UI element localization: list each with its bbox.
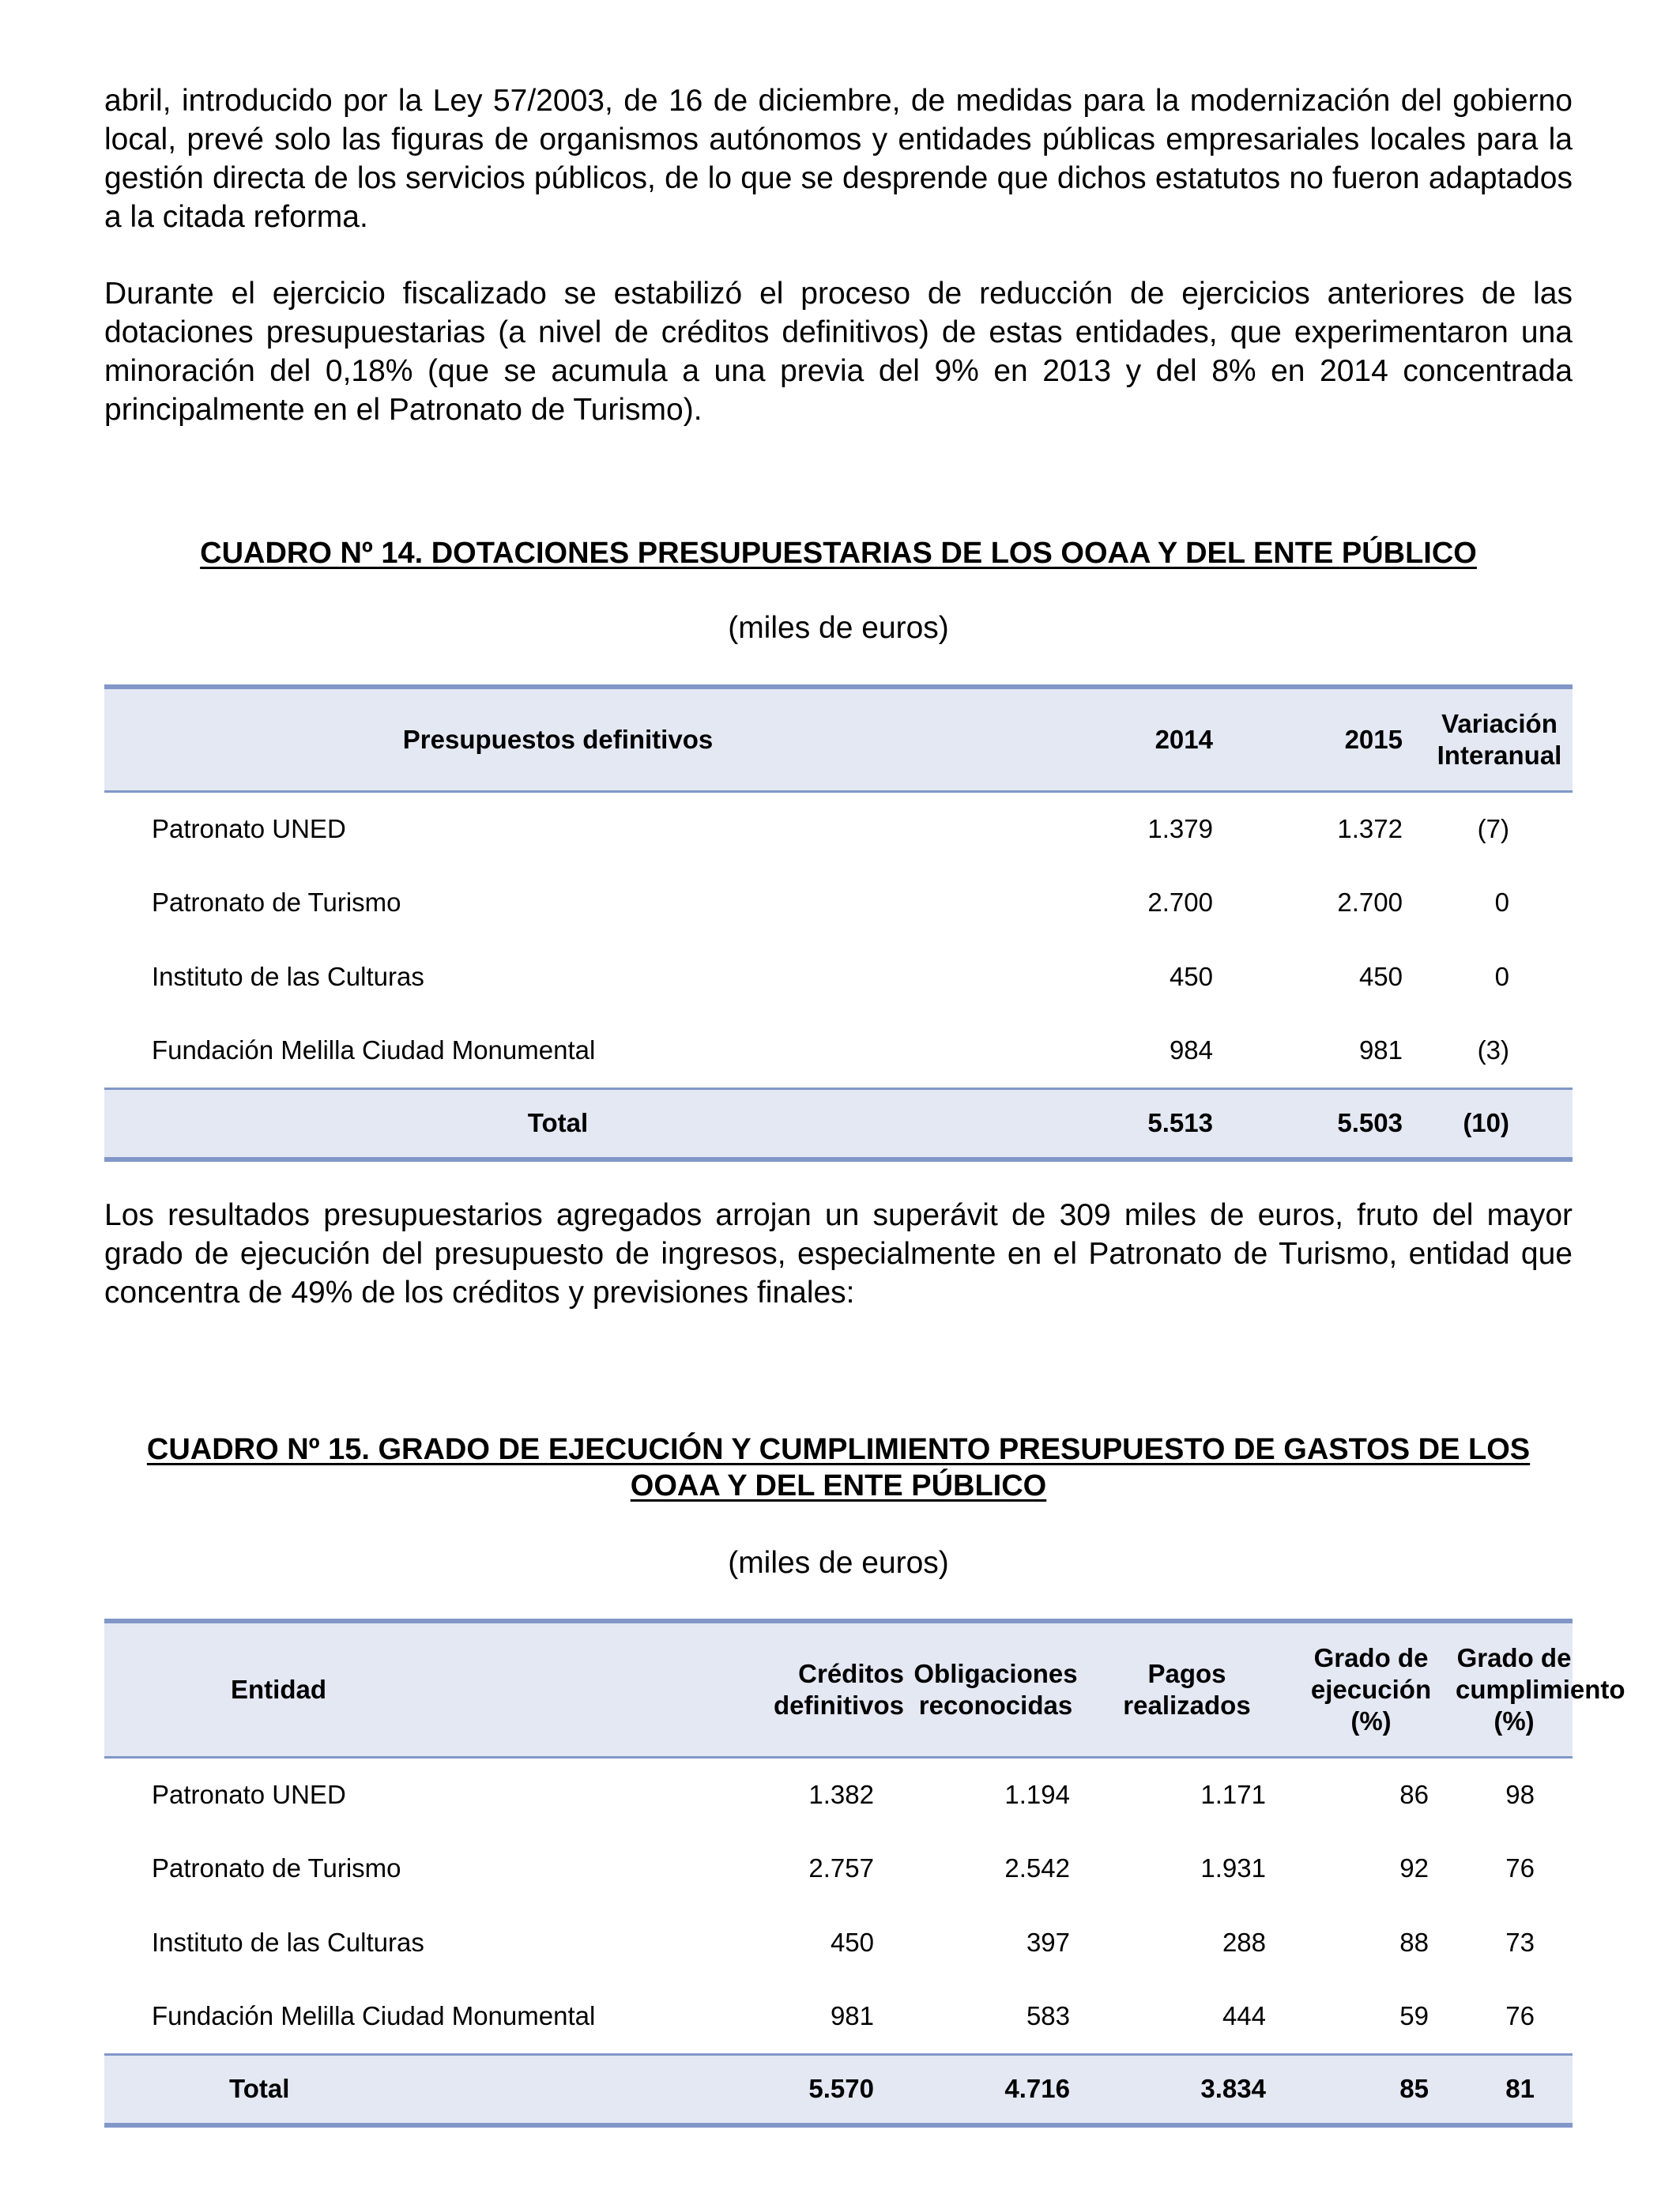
table15-header-obligations-line2: reconocidas <box>918 1690 1073 1720</box>
table15-cell-fulfillment: 76 <box>1505 1853 1535 1883</box>
table15-cell-obligations: 2.542 <box>1004 1853 1070 1883</box>
table14-cell-variation: 0 <box>1494 888 1509 917</box>
table15-title <box>104 1431 1573 1504</box>
paragraph-resultados: Los resultados presupuestarios agregados arrojan un superávit de 309 miles de euros, fruto del mayor grado de ejecución del presupuesto de ingresos, especialmente en el Patronato de Turismo, entidad que concentra de 49% de los créditos y previsiones finales: <box>104 1198 1573 1310</box>
table14-total-2014: 5.513 <box>1011 1088 1237 1159</box>
table15-total-payments: 3.834 <box>1087 2054 1286 2125</box>
table-row <box>104 1757 1573 1831</box>
table14-cell-2014: 2.700 <box>1147 888 1213 917</box>
table14-cell-2015: 450 <box>1358 962 1403 991</box>
table15-total-label: Total <box>104 2054 635 2125</box>
table15-cell-credits: 2.757 <box>808 1853 874 1883</box>
table15 <box>104 1619 1625 2128</box>
table14-header-variation-line1: Variación <box>1441 708 1558 738</box>
table15-header-entity: Entidad <box>104 1621 635 1757</box>
table14-cell-name: Patronato de Turismo <box>152 888 401 917</box>
table15-cell-fulfillment: 73 <box>1505 1928 1535 1957</box>
table14-cell-name: Patronato UNED <box>152 813 346 843</box>
table15-header-fulfillment-line2: cumplimiento <box>1456 1674 1625 1704</box>
table14-total-variation: (10) <box>1426 1088 1573 1159</box>
table15-header-fulfillment-line3: (%) <box>1494 1706 1535 1736</box>
table14-header-entity: Presupuestos definitivos <box>104 687 1011 791</box>
table15-cell-name: Instituto de las Culturas <box>152 1928 424 1957</box>
paragraph-dotaciones: Durante el ejercicio fiscalizado se estabilizó el proceso de reducción de ejercicios anteriores de las dotaciones presupuestarias (a nivel de créditos definitivos) de estas entidades, que experimentaron una minoración del 0,18% (que se acumula a una previa del 9% en 2013 y del 8% en 2014 concentrada principalmente en el Patronato de Turismo). <box>104 277 1573 427</box>
table-row <box>104 1014 1573 1088</box>
table14-cell-2015: 1.372 <box>1337 813 1403 843</box>
table14-units: (miles de euros) <box>728 611 949 645</box>
table14-header-2014: 2014 <box>1011 687 1237 791</box>
table14-cell-2014: 984 <box>1169 1035 1213 1065</box>
paragraph-intro: abril, introducido por la Ley 57/2003, de 16 de diciembre, de medidas para la modernización del gobierno local, prevé solo las figuras de organismos autónomos y entidades públicas empresariales locales para la gestión directa de los servicios públicos, de lo que se desprende que dichos estatutos no fueron adaptados a la citada reforma. <box>104 84 1573 234</box>
table15-header-execution-line3: (%) <box>1350 1706 1392 1736</box>
table15-header-credits-line2: definitivos <box>773 1690 904 1720</box>
table15-total-execution: 85 <box>1286 2054 1456 2125</box>
table15-cell-name: Patronato de Turismo <box>152 1853 401 1883</box>
table15-cell-execution: 92 <box>1399 1853 1429 1883</box>
table14-cell-name: Instituto de las Culturas <box>152 962 424 991</box>
table15-cell-payments: 1.171 <box>1200 1779 1266 1809</box>
table14-cell-variation: 0 <box>1494 962 1509 991</box>
table15-cell-credits: 1.382 <box>808 1779 874 1809</box>
table15-cell-fulfillment: 98 <box>1505 1779 1535 1809</box>
table-row <box>104 1906 1573 1980</box>
table14-title: CUADRO Nº 14. DOTACIONES PRESUPUESTARIAS DE LOS OOAA Y DEL ENTE PÚBLICO <box>200 537 1477 570</box>
table15-cell-credits: 450 <box>830 1928 874 1957</box>
table15-cell-payments: 444 <box>1222 2001 1266 2031</box>
table14-header-variation <box>1426 687 1573 791</box>
table-row <box>104 940 1573 1014</box>
table14-total-2015: 5.503 <box>1237 1088 1426 1159</box>
table15-cell-name: Fundación Melilla Ciudad Monumental <box>152 2001 596 2031</box>
table-row <box>104 1980 1573 2054</box>
table14-total-row <box>104 1088 1573 1159</box>
table15-cell-obligations: 583 <box>1026 2001 1070 2031</box>
table14-cell-variation: (7) <box>1477 813 1509 843</box>
table15-cell-payments: 1.931 <box>1200 1853 1266 1883</box>
table15-cell-payments: 288 <box>1222 1928 1266 1957</box>
table15-header-fulfillment-line1: Grado de <box>1456 1642 1572 1672</box>
table15-cell-name: Patronato UNED <box>152 1779 346 1809</box>
table15-cell-execution: 86 <box>1399 1779 1429 1809</box>
table15-cell-execution: 59 <box>1399 2001 1429 2031</box>
table15-total-row <box>104 2054 1573 2125</box>
table14-header-2015: 2015 <box>1237 687 1426 791</box>
table14-cell-2014: 450 <box>1169 962 1213 991</box>
table15-header-fulfillment <box>1456 1621 1625 1757</box>
table14-cell-variation: (3) <box>1477 1035 1509 1065</box>
table15-title-line1: CUADRO Nº 15. GRADO DE EJECUCIÓN Y CUMPLIMIENTO PRESUPUESTO DE GASTOS DE LOS <box>146 1433 1531 1466</box>
table15-header-obligations-line1: Obligaciones <box>913 1658 1078 1688</box>
table15-cell-execution: 88 <box>1399 1928 1429 1957</box>
table14 <box>104 684 1573 1162</box>
table-row <box>104 865 1573 940</box>
table15-header-row <box>104 1621 1573 1757</box>
table15-total-fulfillment: 81 <box>1456 2054 1573 2125</box>
table15-units: (miles de euros) <box>728 1546 949 1580</box>
table15-header-payments-line1: Pagos <box>1147 1658 1226 1688</box>
table15-header-credits-line1: Créditos <box>798 1658 904 1688</box>
table15-header-execution-line2: ejecución <box>1310 1674 1432 1704</box>
table14-cell-2015: 981 <box>1358 1035 1403 1065</box>
table14-header-variation-line2: Interanual <box>1437 740 1562 770</box>
table15-title-line2: OOAA Y DEL ENTE PÚBLICO <box>630 1469 1047 1502</box>
table14-cell-2014: 1.379 <box>1147 813 1213 843</box>
table15-total-credits: 5.570 <box>635 2054 904 2125</box>
table15-header-obligations <box>904 1621 1087 1757</box>
table15-cell-fulfillment: 76 <box>1505 2001 1535 2031</box>
table15-header-credits <box>635 1621 904 1757</box>
table15-header-execution <box>1286 1621 1456 1757</box>
table15-header-payments <box>1087 1621 1286 1757</box>
table-row <box>104 1831 1573 1906</box>
table-row <box>104 791 1573 865</box>
table15-header-execution-line1: Grado de <box>1313 1642 1429 1672</box>
table14-cell-name: Fundación Melilla Ciudad Monumental <box>152 1035 596 1065</box>
table15-total-obligations: 4.716 <box>904 2054 1087 2125</box>
table14-header-row <box>104 687 1573 791</box>
table15-header-payments-line2: realizados <box>1123 1690 1251 1720</box>
table14-cell-2015: 2.700 <box>1337 888 1403 917</box>
table15-cell-obligations: 397 <box>1026 1928 1070 1957</box>
table14-total-label: Total <box>104 1088 1011 1159</box>
table15-cell-credits: 981 <box>830 2001 874 2031</box>
table15-cell-obligations: 1.194 <box>1004 1779 1070 1809</box>
